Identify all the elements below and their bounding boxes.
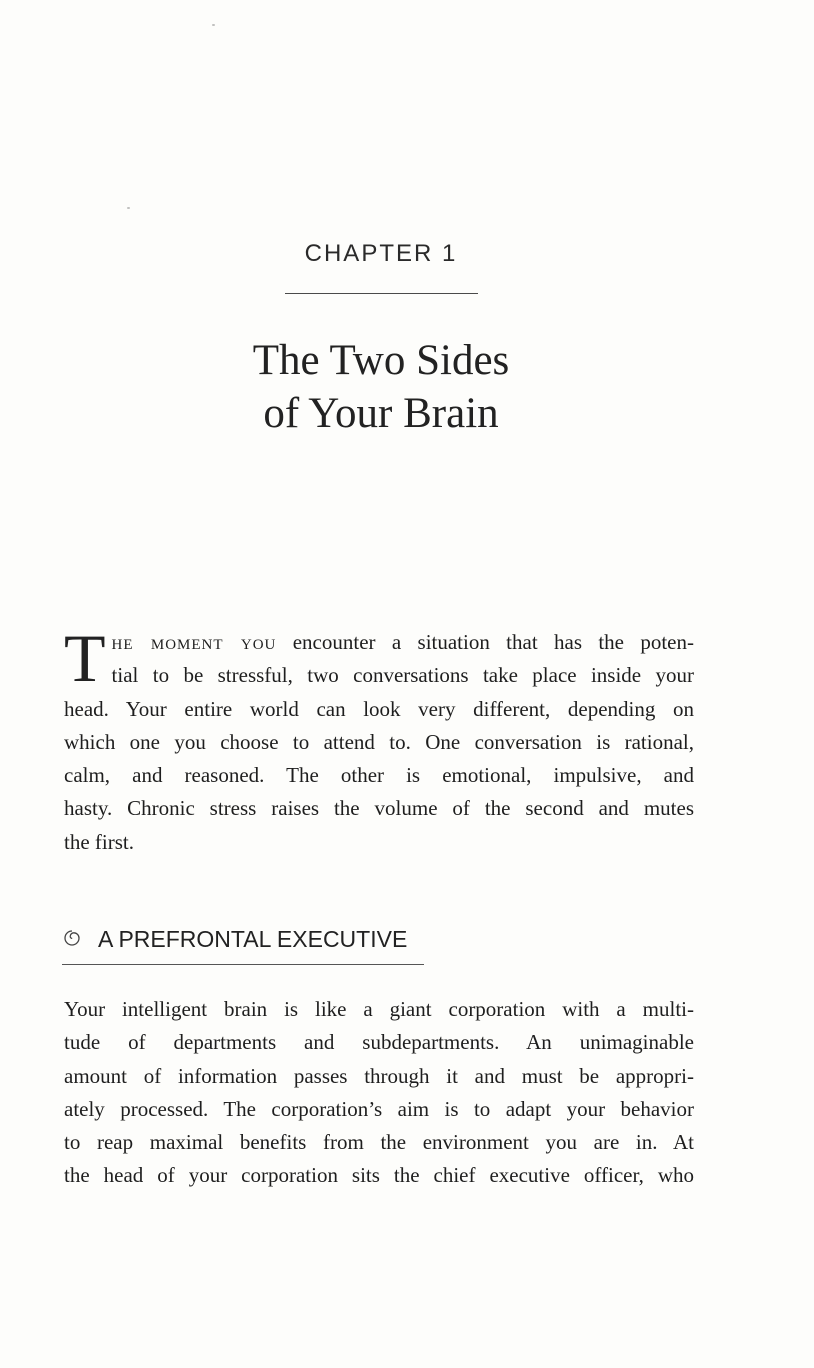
paper-speck xyxy=(127,207,130,209)
paragraph-line xyxy=(64,626,694,659)
section-title: A PREFRONTAL EXECUTIVE xyxy=(98,926,408,952)
paragraph-line: to reap maximal benefits from the environment you are in. At xyxy=(64,1130,694,1155)
chapter-title-line-2: of Your Brain xyxy=(263,390,499,437)
paper-speck xyxy=(212,24,215,26)
body-paragraph xyxy=(64,993,694,1193)
paragraph-line: amount of information passes through it and must be appropri- xyxy=(64,1063,694,1088)
paragraph-line: hasty. Chronic stress raises the volume of the second and mutes xyxy=(64,796,694,821)
chapter-divider xyxy=(285,293,478,294)
section-heading xyxy=(62,922,424,965)
paragraph-line: which one you choose to attend to. One conversation is rational, xyxy=(64,729,694,754)
paragraph-line: Your intelligent brain is like a giant corporation with a multi- xyxy=(64,997,694,1021)
chapter-label: CHAPTER 1 xyxy=(304,240,458,267)
paragraph-line: the head of your corporation sits the chief executive officer, who xyxy=(64,1163,694,1188)
paragraph-line: calm, and reasoned. The other is emotional, impulsive, and xyxy=(64,763,694,788)
paragraph-line: tude of departments and subdepartments. An unimaginable xyxy=(64,1030,694,1055)
paragraph-line: head. Your entire world can look very different, depending on xyxy=(64,696,694,721)
drop-cap: T xyxy=(64,620,106,696)
paragraph-line: tial to be stressful, two conversations take place inside your xyxy=(111,663,694,688)
chapter-title-line-1: The Two Sides xyxy=(252,337,510,384)
chapter-title xyxy=(0,334,762,440)
paragraph-line-text: encounter a situation that has the poten- xyxy=(276,630,694,654)
paragraph-line: ately processed. The corporation’s aim is to adapt your behavior xyxy=(64,1096,694,1121)
small-caps-lead: he moment you xyxy=(111,630,277,654)
paragraph-line: the first. xyxy=(64,829,134,854)
opening-paragraph xyxy=(64,620,694,859)
spiral-ornament-icon xyxy=(62,928,82,948)
